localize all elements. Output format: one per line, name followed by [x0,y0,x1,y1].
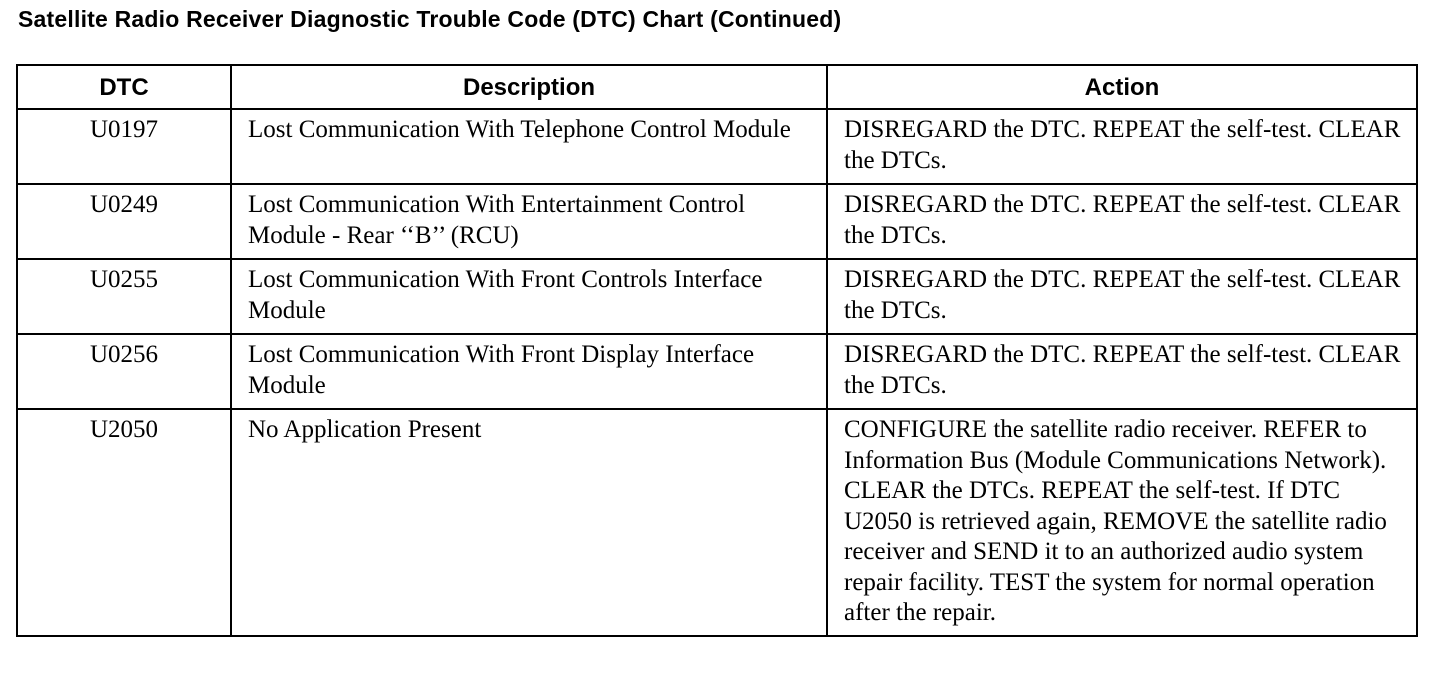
table-row [17,259,1417,334]
table-body [17,109,1417,636]
description-cell: Lost Communication With Front Display Interface Module [231,334,827,409]
dtc-code-cell: U0255 [17,259,231,334]
header-action: Action [827,65,1417,109]
dtc-code-cell: U0197 [17,109,231,184]
action-cell: DISREGARD the DTC. REPEAT the self-test. CLEAR the DTCs. [827,184,1417,259]
table-row [17,109,1417,184]
table-row [17,409,1417,636]
document-title: Satellite Radio Receiver Diagnostic Trouble Code (DTC) Chart (Continued) [18,6,842,32]
action-cell: CONFIGURE the satellite radio receiver. REFER to Information Bus (Module Communications Network). CLEAR the DTCs. REPEAT the self-test. If DTC U2050 is retrieved again, REMOVE the satellite radio receiver and SEND it to an authorized audio system repair facility. TEST the system for normal operation after the repair. [827,409,1417,636]
description-cell: No Application Present [231,409,827,636]
dtc-code-cell: U0256 [17,334,231,409]
dtc-chart-table [16,64,1418,637]
table-header [17,65,1417,109]
description-cell: Lost Communication With Entertainment Control Module - Rear ‘‘B’’ (RCU) [231,184,827,259]
header-description: Description [231,65,827,109]
action-cell: DISREGARD the DTC. REPEAT the self-test. CLEAR the DTCs. [827,109,1417,184]
action-cell: DISREGARD the DTC. REPEAT the self-test. CLEAR the DTCs. [827,334,1417,409]
header-row [17,65,1417,109]
description-cell: Lost Communication With Front Controls Interface Module [231,259,827,334]
action-cell: DISREGARD the DTC. REPEAT the self-test. CLEAR the DTCs. [827,259,1417,334]
table-row [17,184,1417,259]
table-row [17,334,1417,409]
dtc-code-cell: U0249 [17,184,231,259]
header-dtc: DTC [17,65,231,109]
description-cell: Lost Communication With Telephone Control Module [231,109,827,184]
dtc-code-cell: U2050 [17,409,231,636]
